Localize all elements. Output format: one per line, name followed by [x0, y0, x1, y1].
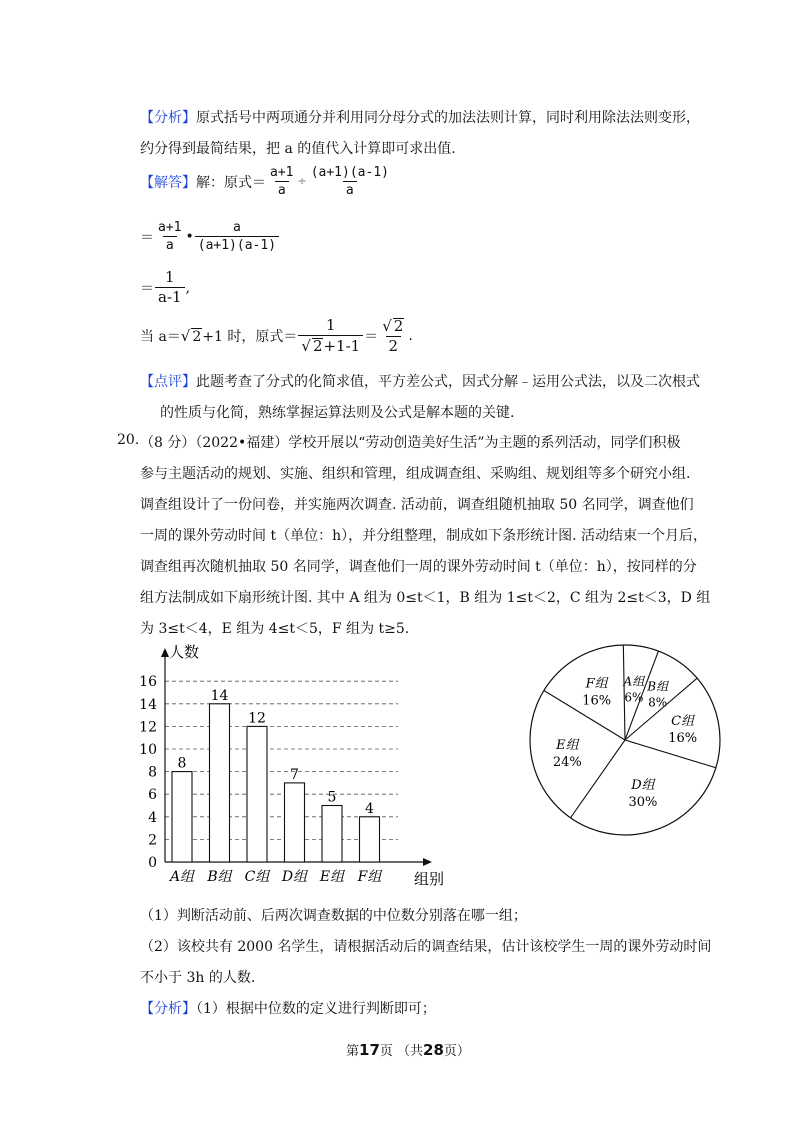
y-tick-label: 2	[148, 832, 157, 849]
solution-line-4	[140, 318, 413, 354]
solution-tag: 【解答】	[140, 174, 196, 191]
comment-line-1	[140, 371, 700, 391]
problem-line-6: 组方法制成如下扇形统计图. 其中 A 组为 0≤t＜1，B 组为 1≤t＜2，C 组为 2≤t＜3，D 组	[140, 590, 711, 606]
period: .	[408, 328, 413, 344]
footer-page-number: 17	[359, 1041, 380, 1059]
pie-slice-value: 8%	[648, 695, 668, 710]
fraction-5: $\frac{1}{a-1}$	[155, 270, 185, 305]
problem-line-7: 为 3≤t＜4，E 组为 4≤t＜5，F 组为 t≥5.	[140, 621, 410, 637]
bar	[285, 783, 305, 862]
when-prefix: 当 a＝	[140, 329, 181, 345]
x-axis-label: 组别	[414, 870, 445, 888]
radical-sign: √	[180, 327, 191, 345]
solution-line-2	[140, 221, 280, 252]
solution-line-3	[140, 270, 190, 305]
fraction-1: $\frac{a+1}{a}$	[270, 165, 294, 198]
equals-sign: ＝	[140, 229, 154, 246]
analysis2-text: （1）根据中位数的定义进行判断即可；	[196, 1001, 436, 1017]
bar-value-label: 14	[210, 687, 229, 704]
x-tick-label: B组	[207, 869, 232, 885]
x-tick-label: C组	[244, 869, 270, 885]
fraction-7: $\frac{√ 2}{2}$	[382, 317, 404, 355]
pie-slice-label: F组	[585, 676, 608, 692]
analysis2-tag: 【分析】	[140, 1001, 196, 1017]
x-axis-arrow	[423, 858, 432, 866]
bar	[247, 726, 267, 862]
y-tick-label: 12	[139, 719, 157, 736]
problem-line-4: 一周的课外劳动时间 t（单位：h），并分组整理，制成如下条形统计图. 活动结束一个月后，	[140, 528, 707, 544]
problem-line-5: 调查组再次随机抽取 50 名同学，调查他们一周的课外劳动时间 t（单位：h），按同样的分	[140, 559, 697, 575]
pie-slice-value: 16%	[668, 730, 698, 746]
problem-line-2: 参与主题活动的规划、实施、组织和管理，组成调查组、采购组、规划组等多个研究小组.	[140, 466, 691, 482]
fraction-6: $\frac{1}{√ 2+1-1}$	[298, 318, 363, 354]
footer-mid: 页 （共	[379, 1044, 424, 1059]
pie-slice-label: C组	[671, 713, 695, 729]
bar	[360, 817, 380, 862]
multiply-dot: •	[185, 228, 194, 245]
bar-chart	[130, 640, 450, 895]
x-tick-label: F组	[357, 869, 382, 885]
analysis-text-1: 原式括号中两项通分并利用同分母分式的加法法则计算，同时利用除法法则变形，	[196, 110, 700, 126]
analysis-tag: 【分析】	[140, 110, 196, 126]
sqrt-value: 2	[192, 328, 202, 345]
pie-slice-label: E组	[556, 738, 579, 754]
equals-sign: ＝	[364, 329, 379, 345]
bar-value-label: 8	[177, 755, 187, 772]
pie-slice-value: 6%	[624, 690, 644, 705]
analysis-line-2: 约分得到最简结果，把 a 的值代入计算即可求出值.	[140, 141, 456, 157]
pie-slice-value: 16%	[582, 693, 612, 709]
analysis2-line	[140, 998, 436, 1018]
when-suffix: +1 时，原式＝	[202, 329, 298, 345]
solution-line-1	[140, 166, 393, 197]
question-2-cont: 不小于 3h 的人数.	[140, 970, 256, 986]
footer-suffix: 页）	[443, 1044, 470, 1059]
question-1: （1）判断活动前、后两次调查数据的中位数分别落在哪一组；	[140, 908, 527, 924]
pie-slice-value: 24%	[552, 755, 582, 771]
problem-line-3: 调查组设计了一份问卷，并实施两次调查. 活动前，调查组随机抽取 50 名同学，调查他们	[140, 497, 694, 513]
y-axis-arrow	[161, 648, 169, 657]
division-sign: ÷	[297, 175, 307, 188]
footer-prefix: 第	[346, 1044, 360, 1059]
pie-slice-value: 30%	[628, 795, 658, 811]
bar-value-label: 12	[248, 710, 266, 727]
pie-slice-label: B组	[647, 679, 669, 694]
pie-slice-label: D组	[631, 778, 655, 794]
pie-chart	[525, 640, 725, 840]
equals-sign: ＝	[140, 280, 154, 297]
x-tick-label: A组	[169, 869, 195, 885]
comment-tag: 【点评】	[140, 374, 196, 390]
fraction-2: $\frac{(a+1)(a-1)}{a}$	[310, 165, 389, 198]
bar	[210, 704, 230, 862]
bar-value-label: 4	[365, 800, 374, 817]
comment-text-1: 此题考查了分式的化简求值，平方差公式，因式分解﹣运用公式法，以及二次根式	[196, 374, 700, 390]
x-tick-label: E组	[319, 869, 345, 885]
footer-total-pages: 28	[423, 1041, 444, 1059]
problem-line-1: （8 分）（2022•福建）学校开展以“劳动创造美好生活”为主题的系列活动，同学们积极	[140, 435, 681, 451]
y-tick-label: 8	[148, 764, 157, 781]
y-tick-label: 16	[139, 674, 157, 691]
problem-number: 20.	[117, 432, 140, 448]
comma: ,	[185, 279, 191, 296]
y-tick-label: 0	[148, 855, 157, 871]
bar	[322, 806, 342, 863]
y-tick-label: 6	[148, 787, 157, 804]
y-tick-label: 14	[139, 696, 157, 713]
bar	[172, 772, 192, 862]
solution-lead: 解：原式＝	[196, 174, 266, 191]
fraction-4: $\frac{a}{(a+1)(a-1)}$	[195, 221, 279, 252]
analysis-line-1	[140, 107, 700, 127]
x-tick-label: D组	[281, 869, 308, 885]
bar-value-label: 5	[327, 789, 337, 806]
bar-value-label: 7	[290, 766, 299, 783]
page-footer	[346, 1040, 470, 1059]
y-tick-label: 10	[139, 742, 157, 758]
pie-slice-label: A组	[623, 674, 645, 689]
fraction-3: $\frac{a+1}{a}$	[158, 220, 182, 253]
y-axis-label: 人数	[169, 643, 200, 661]
y-tick-label: 4	[148, 809, 157, 826]
question-2: （2）该校共有 2000 名学生，请根据活动后的调查结果，估计该校学生一周的课外劳动时间	[140, 939, 712, 955]
comment-line-2: 的性质与化简，熟练掌握运算法则及公式是解本题的关键.	[160, 405, 515, 421]
